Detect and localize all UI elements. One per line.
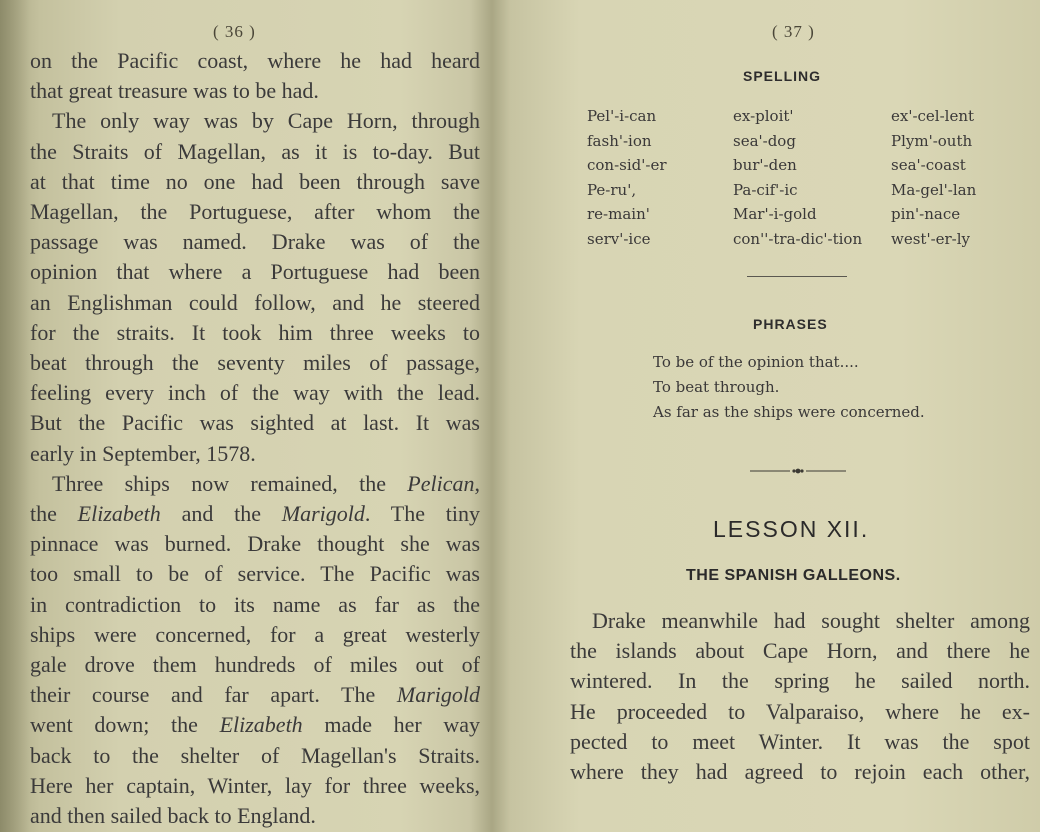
text-line	[30, 529, 480, 559]
text-line	[570, 697, 1030, 727]
text-segment: opinion that where a Portuguese had been	[30, 259, 480, 285]
text-line	[30, 590, 480, 620]
spelling-word: Ma-gel'-lan	[891, 180, 977, 199]
text-segment: that great treasure was to be had.	[30, 78, 319, 104]
right-page	[500, 0, 1040, 832]
spelling-word: con-sid'-er	[587, 156, 667, 174]
spelling-word: serv'-ice	[587, 229, 651, 248]
text-line	[30, 710, 480, 740]
spelling-column-1	[587, 104, 667, 251]
text-line	[30, 620, 480, 650]
text-segment: wintered. In the spring he sailed north.	[570, 668, 1030, 694]
text-segment: He proceeded to Valparaiso, where he ex-	[570, 698, 1030, 724]
text-line	[30, 408, 480, 438]
text-segment: on the Pacific coast, where he had heard	[30, 48, 480, 73]
text-segment: in contradiction to its name as far as the	[30, 591, 480, 617]
text-line	[30, 741, 480, 771]
text-line	[30, 650, 480, 680]
left-page	[0, 0, 495, 832]
right-body-text	[570, 606, 1030, 787]
section-divider	[747, 276, 847, 277]
text-segment: pected to meet Winter. It was the spot	[570, 728, 1030, 754]
text-segment: too small to be of service. The Pacific was	[30, 561, 480, 587]
spelling-word: sea'-coast	[891, 156, 966, 174]
text-segment: Drake meanwhile had sought shelter among	[592, 608, 1030, 633]
text-line	[30, 378, 480, 408]
text-segment: passage was named. Drake was of the	[30, 229, 480, 255]
text-segment: and then sailed back to England.	[30, 803, 316, 829]
text-segment: at that time no one had been through save	[30, 168, 480, 194]
spelling-word: west'-er-ly	[891, 229, 971, 248]
text-segment: the Straits of Magellan, as it is to-day. But	[30, 138, 480, 164]
text-segment: Here her captain, Winter, lay for three weeks,	[30, 772, 480, 798]
text-line	[30, 771, 480, 801]
phrase-line: As far as the ships were concerned.	[653, 403, 925, 421]
spelling-word: pin'-nace	[891, 205, 961, 223]
spelling-column-2	[733, 104, 862, 251]
spelling-word: Pel'-i-can	[587, 107, 657, 125]
text-line	[570, 636, 1030, 666]
text-segment: their course and far apart. The	[30, 682, 397, 708]
text-segment: feeling every inch of the way with the lead.	[30, 380, 480, 406]
phrase-line: To be of the opinion that....	[653, 353, 859, 371]
text-segment: made her way	[302, 712, 480, 738]
lesson-title: LESSON XII.	[713, 516, 870, 542]
text-segment: for the straits. It took him three weeks to	[30, 319, 480, 345]
text-segment: But the Pacific was sighted at last. It was	[30, 410, 480, 436]
text-segment: where they had agreed to rejoin each other,	[570, 759, 1030, 785]
italic-ship-name: Marigold	[396, 682, 480, 708]
text-line	[570, 666, 1030, 696]
text-line	[30, 137, 480, 167]
text-segment: ,	[474, 470, 480, 496]
italic-ship-name: Elizabeth	[77, 501, 161, 527]
text-line	[30, 469, 480, 499]
text-line	[30, 348, 480, 378]
text-segment: went down; the	[30, 712, 220, 738]
phrases-heading: PHRASES	[753, 316, 828, 332]
ornament-divider	[750, 466, 846, 476]
italic-ship-name: Marigold	[281, 501, 365, 527]
spelling-heading: SPELLING	[743, 68, 822, 84]
text-segment: beat through the seventy miles of passage,	[30, 350, 480, 376]
text-segment: and the	[160, 501, 282, 527]
text-line	[570, 606, 1030, 636]
text-line	[30, 318, 480, 348]
text-segment: Three ships now remained, the	[52, 470, 408, 496]
spelling-word: sea'-dog	[733, 131, 796, 150]
spelling-word: fash'-ion	[587, 131, 652, 150]
text-line	[30, 257, 480, 287]
text-segment: gale drove them hundreds of miles out of	[30, 652, 480, 678]
spelling-word: ex'-cel-lent	[891, 107, 975, 125]
text-line	[570, 727, 1030, 757]
phrase-line: To beat through.	[653, 378, 780, 396]
text-segment: early in September, 1578.	[30, 440, 256, 466]
text-line	[30, 439, 480, 469]
text-line	[570, 757, 1030, 787]
spelling-word: Pe-ru',	[587, 180, 637, 199]
lesson-subtitle: THE SPANISH GALLEONS.	[686, 567, 901, 584]
text-line	[30, 227, 480, 257]
spelling-word: Pa-cif'-ic	[733, 180, 798, 199]
spelling-word: bur'-den	[733, 156, 797, 174]
text-line	[30, 499, 480, 529]
text-segment: The only way was by Cape Horn, through	[52, 108, 480, 134]
text-segment: the islands about Cape Horn, and there he	[570, 638, 1030, 664]
text-line	[30, 106, 480, 136]
text-line	[30, 801, 480, 831]
text-segment: ships were concerned, for a great westerly	[30, 621, 480, 647]
page-number-right: ( 37 )	[772, 22, 815, 41]
text-line	[30, 680, 480, 710]
spelling-word: Mar'-i-gold	[733, 205, 817, 223]
spelling-column-3	[891, 104, 976, 251]
text-line	[30, 167, 480, 197]
italic-ship-name: Elizabeth	[219, 712, 303, 738]
text-line	[30, 76, 480, 106]
text-segment: . The tiny	[364, 501, 480, 527]
italic-ship-name: Pelican	[407, 470, 475, 496]
phrases-list	[653, 350, 925, 425]
spelling-word: ex-ploit'	[733, 107, 794, 125]
spelling-word: re-main'	[587, 205, 650, 223]
left-body-text	[30, 46, 480, 831]
text-line	[30, 559, 480, 589]
text-segment: an Englishman could follow, and he steered	[30, 289, 480, 315]
text-line	[30, 197, 480, 227]
text-segment: Magellan, the Portuguese, after whom the	[30, 199, 480, 225]
spelling-word: con''-tra-dic'-tion	[733, 229, 863, 248]
spelling-word: Plym'-outh	[891, 131, 973, 150]
page-number-left: ( 36 )	[213, 22, 256, 41]
text-segment: back to the shelter of Magellan's Straits.	[30, 742, 480, 768]
text-segment: the	[30, 501, 78, 527]
text-line	[30, 46, 480, 76]
text-line	[30, 288, 480, 318]
text-segment: pinnace was burned. Drake thought she was	[30, 531, 480, 557]
binding-shadow	[0, 0, 30, 832]
